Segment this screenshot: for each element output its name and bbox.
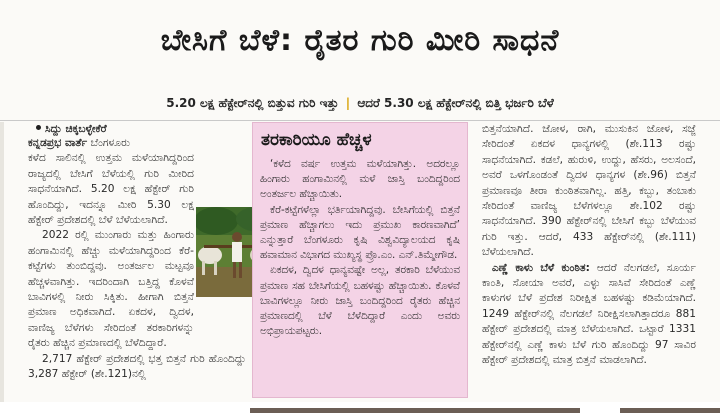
box-body: [253, 157, 467, 339]
paragraph: 2022 ರಲ್ಲಿ ಮುಂಗಾರು ಮತ್ತು ಹಿಂಗಾರು ಹಂಗಾಮಿನಲ್ಲಿ ಹೆಚ್ಚು ಮಳೆಯಾಗಿದ್ದರಿಂದ ಕೆರೆ-ಕಟ್ಟೆಗಳು ತುಂಬಿದ್ದವು. ಅಂತರ್ಜಲ ಮಟ್ಟವೂ ಹೆಚ್ಚಳವಾಗಿತ್ತು. ಇದರಿಂದಾಗಿ ಬತ್ತಿದ್ದ ಕೊಳವೆ ಬಾವಿಗಳಲ್ಲಿ ನೀರು ಸಿಕ್ಕಿತು. ಹೀಗಾಗಿ ಬಿತ್ತನೆ ಪ್ರಮಾಣ ಅಧಿಕವಾಗಿದೆ. ಏಕದಳ, ದ್ವಿದಳ, ವಾಣಿಜ್ಯ ಬೆಳೆಗಳು ಸೇರಿದಂತೆ ತರಕಾರಿಗಳನ್ನು ರೈತರು ಹೆಚ್ಚಿನ ಪ್ರಮಾಣದಲ್ಲಿ ಬೆಳೆದಿದ್ದಾರೆ.: [28, 229, 194, 350]
paragraph-text: ಆದರೆ ನೆಲಗಡಲೆ, ಸೂರ್ಯ ಕಾಂತಿ, ಸೋಯಾ ಅವರೆ, ಎಳ್ಳು ಸಾಸಿವೆ ಸೇರಿದಂತೆ ಎಣ್ಣೆ ಕಾಳುಗಳ ಬೆಳೆ ಪ್ರದೇಶ ನಿರೀಕ್ಷಿತ ಬಹಳಷ್ಟು ಕಡಿಮೆಯಾಗಿದೆ. 1249 ಹೆಕ್ಟೇರ್‌ನಲ್ಲಿ ನೆಲಗಡಲೆ ನಿರೀಕ್ಷಿಸಲಾಗಿತ್ತಾದರೂ 881 ಹೆಕ್ಟೇರ್ ಪ್ರದೇಶದಲ್ಲಿ ಮಾತ್ರ ಬೆಳೆಯಲಾಗಿದೆ. ಒಟ್ಟಾರೆ 1331 ಹೆಕ್ಟೇರ್‌ನಲ್ಲಿ ಎಣ್ಣೆ ಕಾಳು ಬೆಳೆ ಗುರಿ ಹೊಂದಿದ್ದು 97 ಸಾವಿರ ಹೆಕ್ಟೇರ್ ಪ್ರದೇಶದಲ್ಲಿ ಮಾತ್ರ ಬಿತ್ತನೆ ಮಾಡಲಾಗಿದೆ.: [482, 261, 697, 367]
paragraph: 2,717 ಹೆಕ್ಟೇರ್ ಪ್ರದೇಶದಲ್ಲಿ ಭತ್ತ ಬಿತ್ತನೆ ಗುರಿ ಹೊಂದಿದ್ದು 3,287 ಹೆಕ್ಟೇರ್‌ (ಶೇ.121)ನಲ್ಲಿ: [28, 352, 246, 381]
dateline-agency: ಕನ್ನಡಪ್ರಭ ವಾರ್ತೆ: [28, 137, 88, 149]
dateline: [28, 136, 246, 151]
subheadline: [0, 86, 720, 120]
paragraph: ಕಳೆದ ಸಾಲಿನಲ್ಲಿ ಉತ್ತಮ ಮಳೆಯಾಗಿದ್ದರಿಂದ ರಾಜ್ಯದಲ್ಲಿ ಬೇಸಿಗೆ ಬೆಳೆಯಲ್ಲಿ ಗುರಿ ಮೀರಿದ ಸಾಧನೆಯಾಗಿದೆ. 5.20 ಲಕ್ಷ ಹೆಕ್ಟೇರ್ ಗುರಿ ಹೊಂದಿದ್ದು, ಇದನ್ನೂ ಮೀರಿ 5.30 ಲಕ್ಷ ಹೆಕ್ಟೇರ್ ಪ್ರದೇಶದಲ್ಲಿ ಬೆಳೆ ಬೆಳೆಯಲಾಗಿದೆ.: [28, 152, 194, 227]
byline: [28, 122, 246, 136]
headline-block: [0, 0, 720, 86]
article-column-3: [482, 122, 696, 369]
box-title: ತರಕಾರಿಯೂ ಹೆಚ್ಚಳ: [261, 130, 372, 150]
sidebar-box: [252, 122, 468, 398]
bullet-icon: [36, 125, 41, 130]
author-name: ಸಿದ್ದು ಚಿಕ್ಕಬಳ್ಳೇಕೆರೆ: [45, 123, 107, 135]
paragraph: ಏಕದಳ, ದ್ವಿದಳ ಧಾನ್ಯವಷ್ಟೇ ಅಲ್ಲ, ತರಕಾರಿ ಬೆಳೆಯುವ ಪ್ರಮಾಣ ಸಹ ಬೇಸಿಗೆಯಲ್ಲಿ ಬಹಳಷ್ಟು ಹೆಚ್ಚಾಯಿತು. ಕೊಳವೆ ಬಾವಿಗಳಲ್ಲೂ ನೀರು ಜಾಸ್ತಿ ಬಂದಿದ್ದರಿಂದ ರೈತರು ಹೆಚ್ಚಿನ ಪ್ರಮಾಣದಲ್ಲಿ ಬೆಳೆ ಬೆಳೆದಿದ್ದಾರೆ ಎಂದು ಅವರು ಅಭಿಪ್ರಾಯಪಟ್ಟರು.: [260, 264, 460, 338]
subhead-separator: |: [345, 96, 351, 110]
paragraph: ‘ಕಳೆದ ವರ್ಷ ಉತ್ತಮ ಮಳೆಯಾಗಿತ್ತು. ಅದರಲ್ಲೂ ಹಿಂಗಾರು ಹಂಗಾಮಿನಲ್ಲಿ ಮಳೆ ಜಾಸ್ತಿ ಬಂದಿದ್ದರಿಂದ ಅಂತರ್ಜಲ ಹೆಚ್ಚಾಯಿತು.: [260, 158, 460, 201]
subhead-right: ಆದರೆ 5.30 ಲಕ್ಷ ಹೆಕ್ಟೇರ್‌ನಲ್ಲಿ ಬಿತ್ತಿ ಭರ್ಜರಿ ಬೆಳೆ: [357, 96, 554, 110]
dateline-place: ಬೆಂಗಳೂರು: [90, 137, 131, 149]
subhead-left: 5.20 ಲಕ್ಷ ಹೆಕ್ಟೇರ್‌ನಲ್ಲಿ ಬಿತ್ತುವ ಗುರಿ ಇತ್ತು: [166, 96, 339, 110]
divider: [0, 120, 720, 121]
paragraph: ಕೆರೆ-ಕಟ್ಟೆಗಳೆಲ್ಲಾ ಭರ್ತಿಯಾಗಿದ್ದವು. ಬೇಸಿಗೆಯಲ್ಲಿ ಬಿತ್ತನೆ ಪ್ರಮಾಣ ಹೆಚ್ಚಾಗಲು ಇದು ಪ್ರಮುಖ ಕಾರಣವಾಗಿದೆ’ ಎನ್ನುತ್ತಾರೆ ಬೆಂಗಳೂರು ಕೃಷಿ ವಿಶ್ವವಿದ್ಯಾಲಯದ ಕೃಷಿ ಹವಾಮಾನ ವಿಭಾಗದ ಮುಖ್ಯಸ್ಥ ಪ್ರೊ.ಎಂ. ಎನ್.ತಿಮ್ಮೇಗೌಡ.: [260, 203, 460, 262]
footer-bar: [250, 408, 580, 413]
paragraph: ಬಿತ್ತನೆಯಾಗಿದೆ. ಜೋಳ, ರಾಗಿ, ಮುಸುಕಿನ ಜೋಳ, ಸಜ್ಜೆ ಸೇರಿದಂತೆ ಏಕದಳ ಧಾನ್ಯಗಳಲ್ಲಿ (ಶೇ.113 ರಷ್ಟು ಸಾಧನೆಯಾಗಿದೆ. ಕಡಲೆ, ಹುರುಳಿ, ಉದ್ದು, ಹೆಸರು, ಅಲಸಂದೆ, ಅವರೆ ಒಳಗೊಂಡಂತೆ ದ್ವಿದಳ ಧಾನ್ಯಗಳ (ಶೇ.96) ಬಿತ್ತನೆ ಪ್ರಮಾಣವೂ ತೀರಾ ಕುಂಠಿತವಾಗಿಲ್ಲ. ಹತ್ತಿ, ಕಬ್ಬು, ತಂಬಾಕು ಸೇರಿದಂತೆ ವಾಣಿಜ್ಯ ಬೆಳೆಗಳಲ್ಲೂ ಶೇ.102 ರಷ್ಟು ಸಾಧನೆಯಾಗಿದೆ. 390 ಹೆಕ್ಟೇರ್‌ನಲ್ಲಿ ಬೇಸಿಗೆ ಕಬ್ಬು ಬೆಳೆಯುವ ಗುರಿ ಇತ್ತು. ಆದರೆ, 433 ಹೆಕ್ಟೇರ್‌ನಲ್ಲಿ (ಶೇ.111) ಬೆಳೆಯಲಾಗಿದೆ.: [482, 123, 696, 259]
footer-bar: [620, 408, 720, 413]
page-title: ಬೇಸಿಗೆ ಬೆಳೆ: ರೈತರ ಗುರಿ ಮೀರಿ ಸಾಧನೆ: [160, 23, 560, 58]
page-edge: [0, 122, 4, 402]
paragraph: [482, 261, 696, 369]
subhead-oilseeds: ಎಣ್ಣೆ ಕಾಳು ಬೆಳೆ ಕುಂಠಿತ:: [492, 261, 590, 274]
